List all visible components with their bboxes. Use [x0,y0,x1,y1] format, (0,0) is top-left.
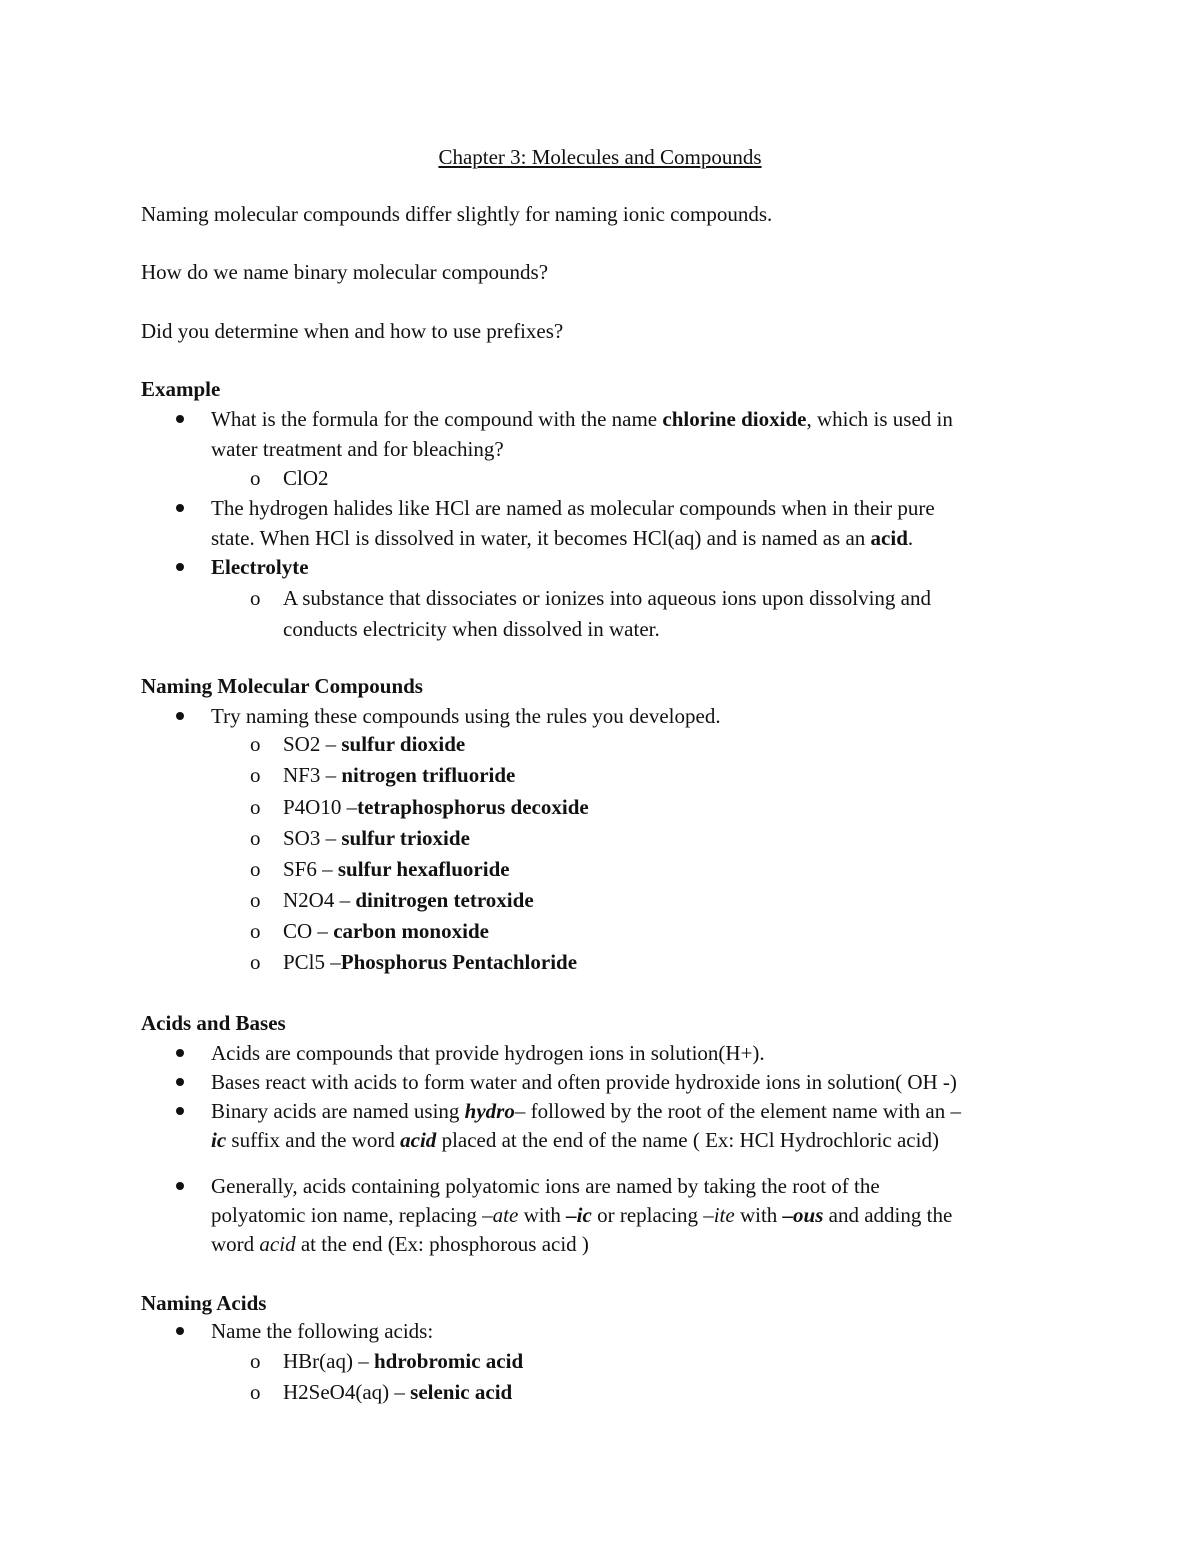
compound-formula: N2O4 – [283,888,356,912]
compound-name: nitrogen trifluoride [341,763,516,787]
compound-name: dinitrogen tetroxide [355,888,534,912]
naming-molecular-heading: Naming Molecular Compounds [141,674,423,698]
sub-bullet-marker: o [250,888,261,912]
compound-name: carbon monoxide [333,919,489,943]
bullet-icon [176,712,184,720]
text-run: with [734,1203,783,1227]
chlorine-dioxide-term: chlorine dioxide [662,407,807,431]
sub-bullet-marker: o [250,1349,261,1373]
sub-bullet-marker: o [250,950,261,974]
sub-bullet-marker: o [250,732,261,756]
acids-bullet-3-line-2 [211,1127,939,1153]
page-title: Chapter 3: Molecules and Compounds [438,145,762,169]
acids-bullet-4-line-3 [211,1231,589,1257]
text-run: and adding the [823,1203,953,1227]
acids-bullet-4-line-2 [211,1202,952,1228]
sub-bullet-marker: o [250,586,261,610]
compound-formula: CO – [283,919,334,943]
compound-item [283,731,465,757]
intro-paragraph-3: Did you determine when and how to use prefixes? [141,319,564,343]
text-run: polyatomic ion name, replacing [211,1203,483,1227]
example-bullet-1-line-1 [211,406,953,432]
acids-bullet-3-line-1 [211,1098,961,1124]
acid-formula: HBr(aq) – [283,1349,374,1373]
compound-item [283,856,510,882]
compound-formula: NF3 – [283,763,342,787]
acid-term: acid [400,1128,437,1152]
ite-suffix: –ite [703,1203,735,1227]
example-bullet-2-line-1: The hydrogen halides like HCl are named as molecular compounds when in their pure [211,496,935,520]
compound-name: Phosphorus Pentachloride [340,950,578,974]
acid-term: acid [259,1232,296,1256]
sub-bullet-marker: o [250,919,261,943]
text-run: or replacing [591,1203,704,1227]
bullet-icon [176,1327,184,1335]
bullet-icon [176,1107,184,1115]
text-run: with [518,1203,567,1227]
ic-term: ic [211,1128,227,1152]
compound-item [283,762,515,788]
sub-bullet-marker: o [250,763,261,787]
bullet-icon [176,1049,184,1057]
acids-bullet-4-line-1: Generally, acids containing polyatomic ions are named by taking the root of the [211,1174,880,1198]
hydro-term: hydro [464,1099,515,1123]
text-run: suffix and the word [226,1128,401,1152]
sub-bullet-marker: o [250,795,261,819]
electrolyte-term: Electrolyte [211,555,309,579]
example-bullet-2-line-2 [211,525,913,551]
sub-bullet-marker: o [250,466,261,490]
text-run: Binary acids are named using [211,1099,465,1123]
bullet-icon [176,563,184,571]
naming-molecular-bullet: Try naming these compounds using the rules you developed. [211,704,721,728]
sub-bullet-marker: o [250,1380,261,1404]
acid-item [283,1379,512,1405]
bullet-icon [176,415,184,423]
compound-formula: SO2 – [283,732,342,756]
bullet-icon [176,1182,184,1190]
text-run: word [211,1232,260,1256]
text-run: placed at the end of the name ( Ex: HCl Hydrochloric acid) [436,1128,939,1152]
compound-formula: P4O10 – [283,795,358,819]
compound-item [283,794,589,820]
ous-suffix: –ous [782,1203,824,1227]
compound-formula: SF6 – [283,857,338,881]
naming-acids-bullet: Name the following acids: [211,1319,434,1343]
example-heading: Example [141,377,221,401]
text-run: at the end (Ex: phosphorous acid ) [295,1232,589,1256]
electrolyte-definition-line-1: A substance that dissociates or ionizes into aqueous ions upon dissolving and [283,586,932,610]
intro-paragraph-1: Naming molecular compounds differ slightly for naming ionic compounds. [141,202,773,226]
acid-item [283,1348,523,1374]
compound-name: sulfur dioxide [341,732,466,756]
bullet-icon [176,1078,184,1086]
compound-item [283,825,470,851]
acids-bullet-2: Bases react with acids to form water and often provide hydroxide ions in solution( OH -) [211,1070,957,1094]
acid-name: selenic acid [410,1380,513,1404]
text-run: state. When HCl is dissolved in water, it becomes HCl(aq) and is named as an [211,526,871,550]
sub-bullet-marker: o [250,826,261,850]
compound-item [283,949,577,975]
acids-bullet-1: Acids are compounds that provide hydrogen ions in solution(H+). [211,1041,765,1065]
intro-paragraph-2: How do we name binary molecular compounds? [141,260,549,284]
naming-acids-heading: Naming Acids [141,1291,267,1315]
compound-formula: PCl5 – [283,950,341,974]
acid-formula: H2SeO4(aq) – [283,1380,411,1404]
ate-suffix: –ate [482,1203,519,1227]
compound-item [283,918,489,944]
text-run: . [907,526,914,550]
compound-formula: SO3 – [283,826,342,850]
sub-bullet-marker: o [250,857,261,881]
text-run: What is the formula for the compound with the name [211,407,663,431]
text-run: , which is used in [806,407,953,431]
acid-term: acid [870,526,908,550]
compound-name: sulfur hexafluoride [337,857,510,881]
ic-suffix: –ic [566,1203,592,1227]
example-bullet-1-line-2: water treatment and for bleaching? [211,437,504,461]
bullet-icon [176,504,184,512]
compound-name: sulfur trioxide [341,826,470,850]
text-run: – followed by the root of the element name with an – [514,1099,961,1123]
compound-name: tetraphosphorus decoxide [357,795,589,819]
compound-item [283,887,534,913]
acid-name: hdrobromic acid [373,1349,524,1373]
acids-bases-heading: Acids and Bases [141,1011,286,1035]
electrolyte-definition-line-2: conducts electricity when dissolved in water. [283,617,660,641]
example-sub-bullet-clo2: ClO2 [283,466,329,490]
